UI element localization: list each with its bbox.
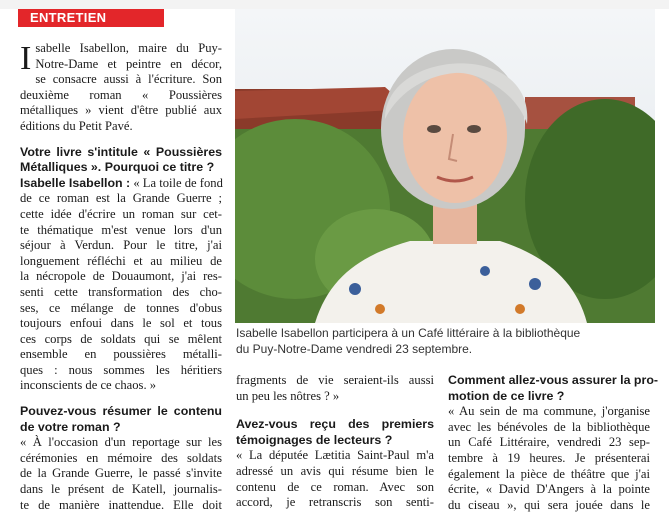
column-1 xyxy=(20,41,222,513)
answer-line: adressé un avis qui résume bien le xyxy=(236,463,434,478)
answer-line: ses, ce mélange de tonnes d'obus xyxy=(20,300,222,315)
speaker-name: Isabelle Isabellon : xyxy=(20,175,131,190)
body-line: un peu les nôtres ? » xyxy=(236,388,340,403)
body-line: fragments de vie seraient-ils aussi xyxy=(236,373,434,387)
question-line: Comment allez-vous assurer la pro- xyxy=(448,373,659,387)
intro-line: métalliques » vient d'être publié aux xyxy=(20,103,222,118)
answer-3 xyxy=(236,448,434,510)
answer-line: « La toile de fond xyxy=(130,175,223,190)
answer-line: avec les bénévoles de la bibliothèque xyxy=(448,419,650,434)
column-2 xyxy=(236,373,434,511)
question-line: Avez-vous reçu des premiers xyxy=(236,417,434,432)
answer-line: de ce roman est la Grande Guerre ; xyxy=(20,191,222,206)
answer-line: de la Grande Guerre, le passé s'invite xyxy=(20,466,222,481)
answer-line: « À l'occasion d'un reportage sur les xyxy=(20,435,222,450)
answer-line: la nécropole de Douaumont, j'ai res- xyxy=(20,269,222,284)
answer-2 xyxy=(20,435,222,513)
answer-line: accord, je retranscris son senti- xyxy=(236,495,434,510)
answer-line: tembre à 19 heures. Je présenterai xyxy=(448,450,650,465)
question-4 xyxy=(448,373,659,404)
answer-line: « La députée Lætitia Saint-Paul m'a xyxy=(236,448,434,463)
answer-line: ques : nous sommes les héritiers xyxy=(20,362,222,377)
answer-line: également la pièce de théâtre que j'ai xyxy=(448,466,650,481)
question-3 xyxy=(236,417,434,448)
answer-first-line xyxy=(20,176,222,192)
answer-4 xyxy=(448,404,650,513)
question-line: Votre livre s'intitule « Poussières xyxy=(20,144,222,159)
question-line: de votre roman ? xyxy=(20,419,121,434)
caption-line: Isabelle Isabellon participera à un Café littéraire à la bibliothèque xyxy=(236,326,581,340)
answer-line: dans le présent de Katell, journalis- xyxy=(20,482,222,497)
portrait-photo xyxy=(235,9,655,323)
question-2 xyxy=(20,404,222,435)
answer-line: cette idée d'écrire un roman sur cet- xyxy=(20,206,222,221)
answer-line: cérémonies en mémoire des soldats xyxy=(20,450,222,465)
answer-line: séjour à Verdun. Pour le titre, j'ai xyxy=(20,238,222,253)
answer-1 xyxy=(20,176,222,394)
answer-line: écrite, « David D'Angers à la pointe xyxy=(448,482,650,497)
answer-line: inconscients de ce chaos. » xyxy=(20,378,157,393)
answer-line: senti cette transformation des cho- xyxy=(20,284,222,299)
intro-line: éditions du Petit Pavé. xyxy=(20,118,133,133)
top-band xyxy=(0,0,669,9)
intro-line: se consacre aussi à l'écriture. Son xyxy=(35,72,222,87)
dropcap: I xyxy=(20,40,32,77)
answer-line: « Au sein de ma commune, j'organise xyxy=(448,404,650,419)
answer-line: toujours enfoui dans le sol et tous xyxy=(20,316,222,331)
portrait-illustration xyxy=(235,9,655,323)
answer-line: un Café Littéraire, vendredi 23 sep- xyxy=(448,435,650,450)
answer-line: ces corps de soldats qui se mêlent xyxy=(20,331,222,346)
answer-line: contenu de ce roman. Avec son xyxy=(236,479,434,494)
answer-line: te de manière inattendue. Elle doit xyxy=(20,497,222,512)
answer-line: longuement réfléchi et au milieu de xyxy=(20,253,222,268)
answer-line: ensemble en poussières métalli- xyxy=(20,347,222,362)
intro-line: sabelle Isabellon, maire du Puy- xyxy=(35,41,222,55)
question-line: motion de ce livre ? xyxy=(448,388,565,403)
question-line: témoignages de lecteurs ? xyxy=(236,432,393,447)
photo-caption xyxy=(236,325,656,357)
intro-paragraph xyxy=(20,41,222,135)
intro-line: deuxième roman « Poussières xyxy=(20,87,222,102)
question-line: Pouvez-vous résumer le contenu xyxy=(20,404,222,419)
question-line: Métalliques ». Pourquoi ce titre ? xyxy=(20,160,215,175)
question-1 xyxy=(20,145,222,176)
column-3 xyxy=(448,373,659,513)
intro-line: Notre-Dame et peintre en décor, xyxy=(35,56,222,71)
section-tag: ENTRETIEN xyxy=(18,9,164,27)
continued-text xyxy=(236,373,434,404)
caption-line: du Puy-Notre-Dame vendredi 23 septembre. xyxy=(236,342,473,356)
answer-line: te thématique m'est venue lors d'un xyxy=(20,222,222,237)
answer-line: du ciseau », qui sera jouée dans le xyxy=(448,497,650,512)
